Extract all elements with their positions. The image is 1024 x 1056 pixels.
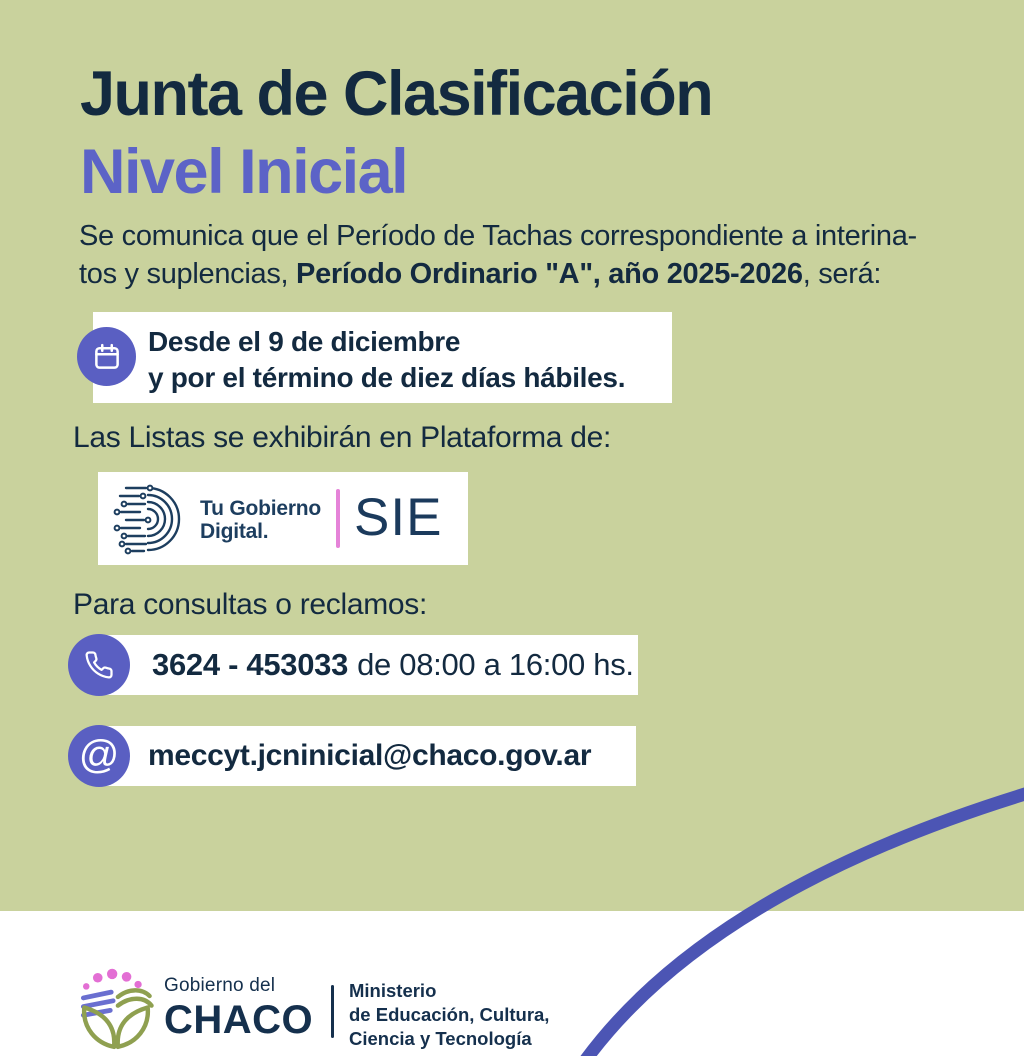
calendar-icon (92, 342, 122, 372)
government-wordmark (164, 975, 313, 1043)
intro-line-1: Se comunica que el Período de Tachas correspondiente a interina- (79, 220, 917, 252)
email-card (78, 726, 636, 786)
brand-divider (336, 489, 340, 548)
intro-text (79, 217, 917, 293)
ministry-line-2: de Educación, Cultura, (349, 1004, 550, 1025)
ministry-name (349, 979, 549, 1051)
footer (0, 911, 1024, 1056)
platform-card (98, 472, 468, 565)
schedule-text (148, 324, 625, 396)
phone-number: 3624 - 453033 (152, 647, 349, 682)
gov-name: CHACO (164, 998, 314, 1042)
schedule-card (93, 312, 672, 403)
schedule-line-2: y por el término de diez días hábiles. (148, 362, 626, 393)
brand-line-2: Digital. (200, 520, 269, 543)
footer-divider (331, 985, 334, 1038)
brand-line-1: Tu Gobierno (200, 497, 322, 520)
brand-wordmark (200, 497, 321, 543)
platform-section-label: Las Listas se exhibirán en Plataforma de: (73, 421, 612, 454)
phone-icon-circle (68, 634, 130, 696)
calendar-icon-circle (77, 327, 136, 386)
schedule-line-1: Desde el 9 de diciembre (148, 326, 461, 357)
page-title: Junta de Clasificación (80, 59, 713, 129)
email-address: meccyt.jcninicial@chaco.gov.ar (148, 739, 592, 772)
phone-card (100, 635, 638, 695)
phone-hours: de 08:00 a 16:00 hs. (357, 647, 634, 682)
gov-label: Gobierno del (164, 975, 276, 996)
ministry-line-3: Ciencia y Tecnología (349, 1028, 532, 1049)
at-icon-circle (68, 725, 130, 787)
ministry-line-1: Ministerio (349, 980, 437, 1001)
phone-text (152, 647, 634, 683)
page-subtitle: Nivel Inicial (80, 137, 408, 207)
intro-bold-period: Período Ordinario "A", año 2025-2026 (296, 258, 803, 290)
at-icon: @ (78, 733, 120, 777)
chaco-government-logo (68, 961, 164, 1055)
contact-section-label: Para consultas o reclamos: (73, 588, 428, 621)
phone-icon (84, 650, 114, 680)
tu-gobierno-digital-circuit-icon (112, 479, 192, 559)
intro-line-2: tos y suplencias, Período Ordinario "A", año 2025-2026, será: (79, 258, 882, 290)
platform-name: SIE (354, 488, 443, 547)
